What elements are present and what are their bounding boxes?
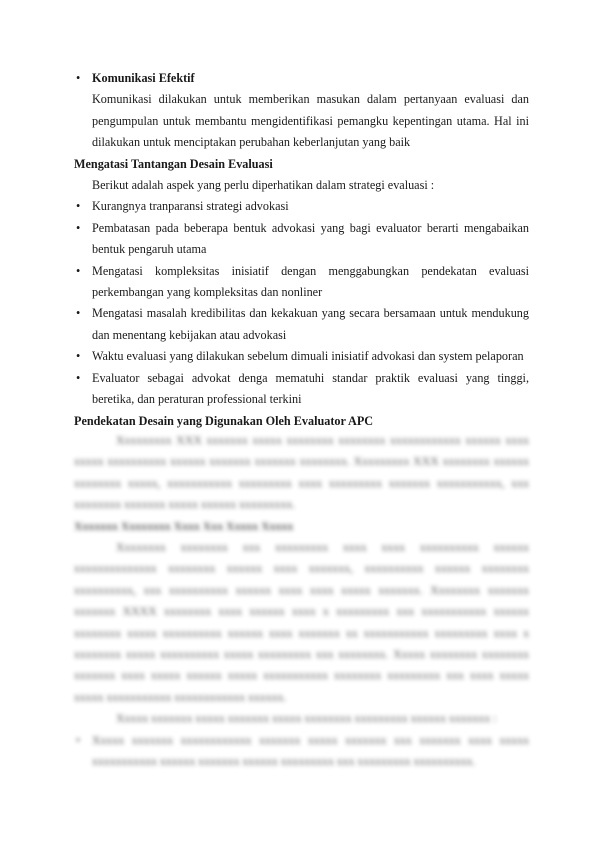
list-item	[74, 346, 529, 367]
bullet-dot-icon: •	[76, 306, 81, 321]
list-item-text: Kurangnya tranparansi strategi advokasi	[92, 199, 289, 214]
komunikasi-text: Komunikasi dilakukan untuk memberikan masukan dalam pertanyaan evaluasi dan pengumpulan untuk membantu mengidentifikasi pemangku kepentingan utama. Hal ini dilakukan untuk menciptakan perubahan keberlanjutan yang baik	[92, 92, 529, 150]
list-item	[74, 261, 529, 304]
bullet-dot-icon: •	[76, 349, 81, 364]
komunikasi-title: Komunikasi Efektif	[92, 71, 195, 85]
bullet-dot-icon: •	[76, 732, 81, 747]
list-item	[74, 303, 529, 346]
section-intro: Berikut adalah aspek yang perlu diperhatikan dalam strategi evaluasi :	[92, 178, 435, 193]
bullet-dot-icon: •	[76, 370, 81, 385]
blurred-paragraph: Xxxxxxxx xxxxxxxx xxx xxxxxxxxx xxxx xxxx xxxxxxxxxx xxxxxx xxxxxxxxxxxxxx xxxxxxxx xxxxxx xxxx xxxxxxx, xxxxxxxxxx xxxxxx xxxxxxxx xxxxxxxxxx, xxx xxxxxxxxxx xxxxxx xxxx xxxx xxxxx xxxxxxx. Xxxxxxxx xxxxxxx xxxxxxx XXXX xxxxxxxx xxxx xxxxxx xxxx x xxxxxxxxx xxx xxxxxxxxxxx xxxxxx xxxxxxxx xxxxx xxxxxxxxxx xxxxxx xxxx xxxxxxx xx xxxxxxxxxxx xxxxxxxxx xxxx x xxxxxxxx xxxxx xxxxxxxxxx xxxxx xxxxxxxxx xxx xxxxxxxx. Xxxxx xxxxxxxx xxxxxxxx xxxxxxx xxxx xxxxx xxxxxx xxxxx xxxxxxxxxxx xxxxxxxx xxxxxxxxx xxx xxxx xxxxx xxxxx xxxxxxxxxxx xxxxxxxxxxxx xxxxxx.	[74, 540, 529, 704]
blurred-paragraph: Xxxxx xxxxxxx xxxxx xxxxxxx xxxxx xxxxxxxx xxxxxxxxx xxxxxx xxxxxxx :	[116, 711, 497, 726]
bullet-dot-icon: •	[76, 263, 81, 278]
list-item	[74, 196, 529, 217]
blurred-preview-region	[74, 430, 529, 773]
section-heading-tantangan: Mengatasi Tantangan Desain Evaluasi	[74, 156, 273, 171]
blurred-list-item: • Xxxxx xxxxxxx xxxxxxxxxxxx xxxxxxx xxxxx xxxxxxx xxx xxxxxxx xxxx xxxxx xxxxxxxxxxx xxxxxx xxxxxxx xxxxxx xxxxxxxxx xxx xxxxxxxxx xxxxxxxxxx.	[74, 730, 529, 773]
bullet-dot-icon: •	[76, 71, 81, 85]
list-item	[74, 368, 529, 411]
list-item	[74, 218, 529, 261]
section-heading-pendekatan: Pendekatan Desain yang Digunakan Oleh Evaluator APC	[74, 413, 374, 428]
list-item-text: Evaluator sebagai advokat denga mematuhi standar praktik evaluasi yang tinggi, beretika, dan peraturan professional terkini	[92, 370, 529, 407]
blurred-heading: Xxxxxxx Xxxxxxxx Xxxx Xxx Xxxxx Xxxxx	[74, 518, 294, 533]
list-item-text: Mengatasi kompleksitas inisiatif dengan menggabungkan pendekatan evaluasi perkembangan yang kompleksitas dan nonliner	[92, 263, 529, 300]
list-item-text: Mengatasi masalah kredibilitas dan kekakuan yang secara bersamaan untuk mendukung dan menentang kebijakan atau advokasi	[92, 306, 529, 342]
list-item-text: Pembatasan pada beberapa bentuk advokasi yang bagi evaluator berarti mengabaikan bentuk pengaruh utama	[92, 220, 529, 257]
list-item-text: Waktu evaluasi yang dilakukan sebelum dimuali inisiatif advokasi dan system pelaporan	[92, 349, 524, 364]
blurred-paragraph: Xxxxxxxxx XXX xxxxxxx xxxxx xxxxxxxx xxxxxxxx xxxxxxxxxxxx xxxxxx xxxx xxxxx xxxxxxxxxx xxxxxx xxxxxxx xxxxxxx xxxxxxxx. Xxxxxxxxx XXX xxxxxxxx xxxxxx xxxxxxxx xxxxx, xxxxxxxxxxx xxxxxxxxx xxxx xxxxxxxxx xxxxxxx xxxxxxxxxxx, xxx xxxxxxxx xxxxxxx xxxxx xxxxxx xxxxxxxxx.	[74, 433, 529, 512]
document-content	[74, 68, 529, 432]
bullet-dot-icon: •	[76, 199, 81, 214]
bullet-dot-icon: •	[76, 220, 81, 235]
bullet-komunikasi-efektif	[74, 68, 529, 154]
